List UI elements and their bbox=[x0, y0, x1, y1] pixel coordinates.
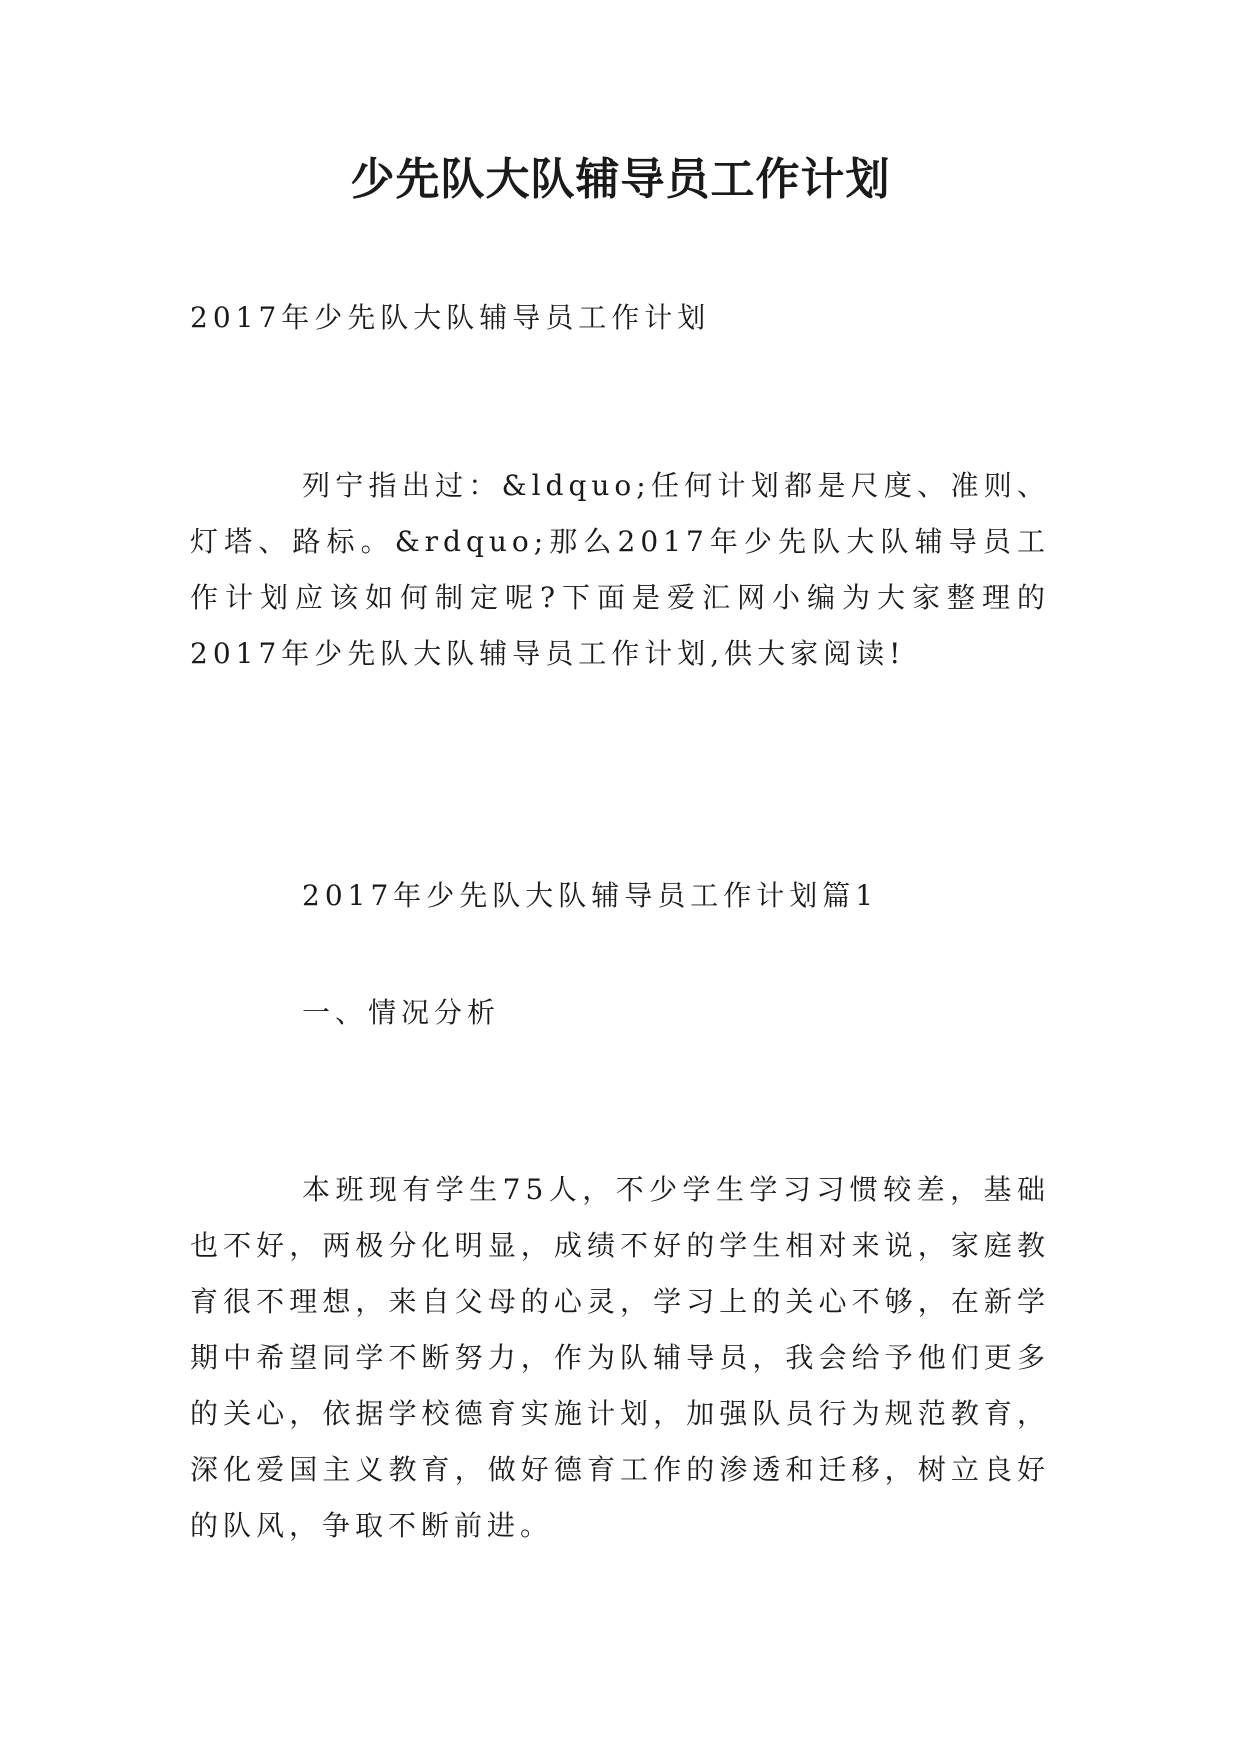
document-title: 少先队大队辅导员工作计划 bbox=[350, 154, 891, 205]
body-paragraph: 本班现有学生75人，不少学生学习习惯较差，基础也不好，两极分化明显，成绩不好的学生相对来说，家庭教育很不理想，来自父母的心灵，学习上的关心不够，在新学期中希望同学不断努力，作为队辅导员，我会给予他们更多的关心，依据学校德育实施计划，加强队员行为规范教育，深化爱国主义教育，做好德育工作的渗透和迁移，树立良好的队风，争取不断前进。 bbox=[190, 1173, 1050, 1542]
intro-paragraph: 列宁指出过：&ldquo;任何计划都是尺度、准则、灯塔、路标。&rdquo;那么2017年少先队大队辅导员工作计划应该如何制定呢?下面是爱汇网小编为大家整理的2017年少先队大队辅导员工作计划,供大家阅读! bbox=[190, 469, 1050, 670]
section-heading: 2017年少先队大队辅导员工作计划篇1 bbox=[302, 879, 879, 912]
subsection-heading: 一、情况分析 bbox=[302, 996, 501, 1029]
document-subtitle: 2017年少先队大队辅导员工作计划 bbox=[190, 301, 711, 334]
